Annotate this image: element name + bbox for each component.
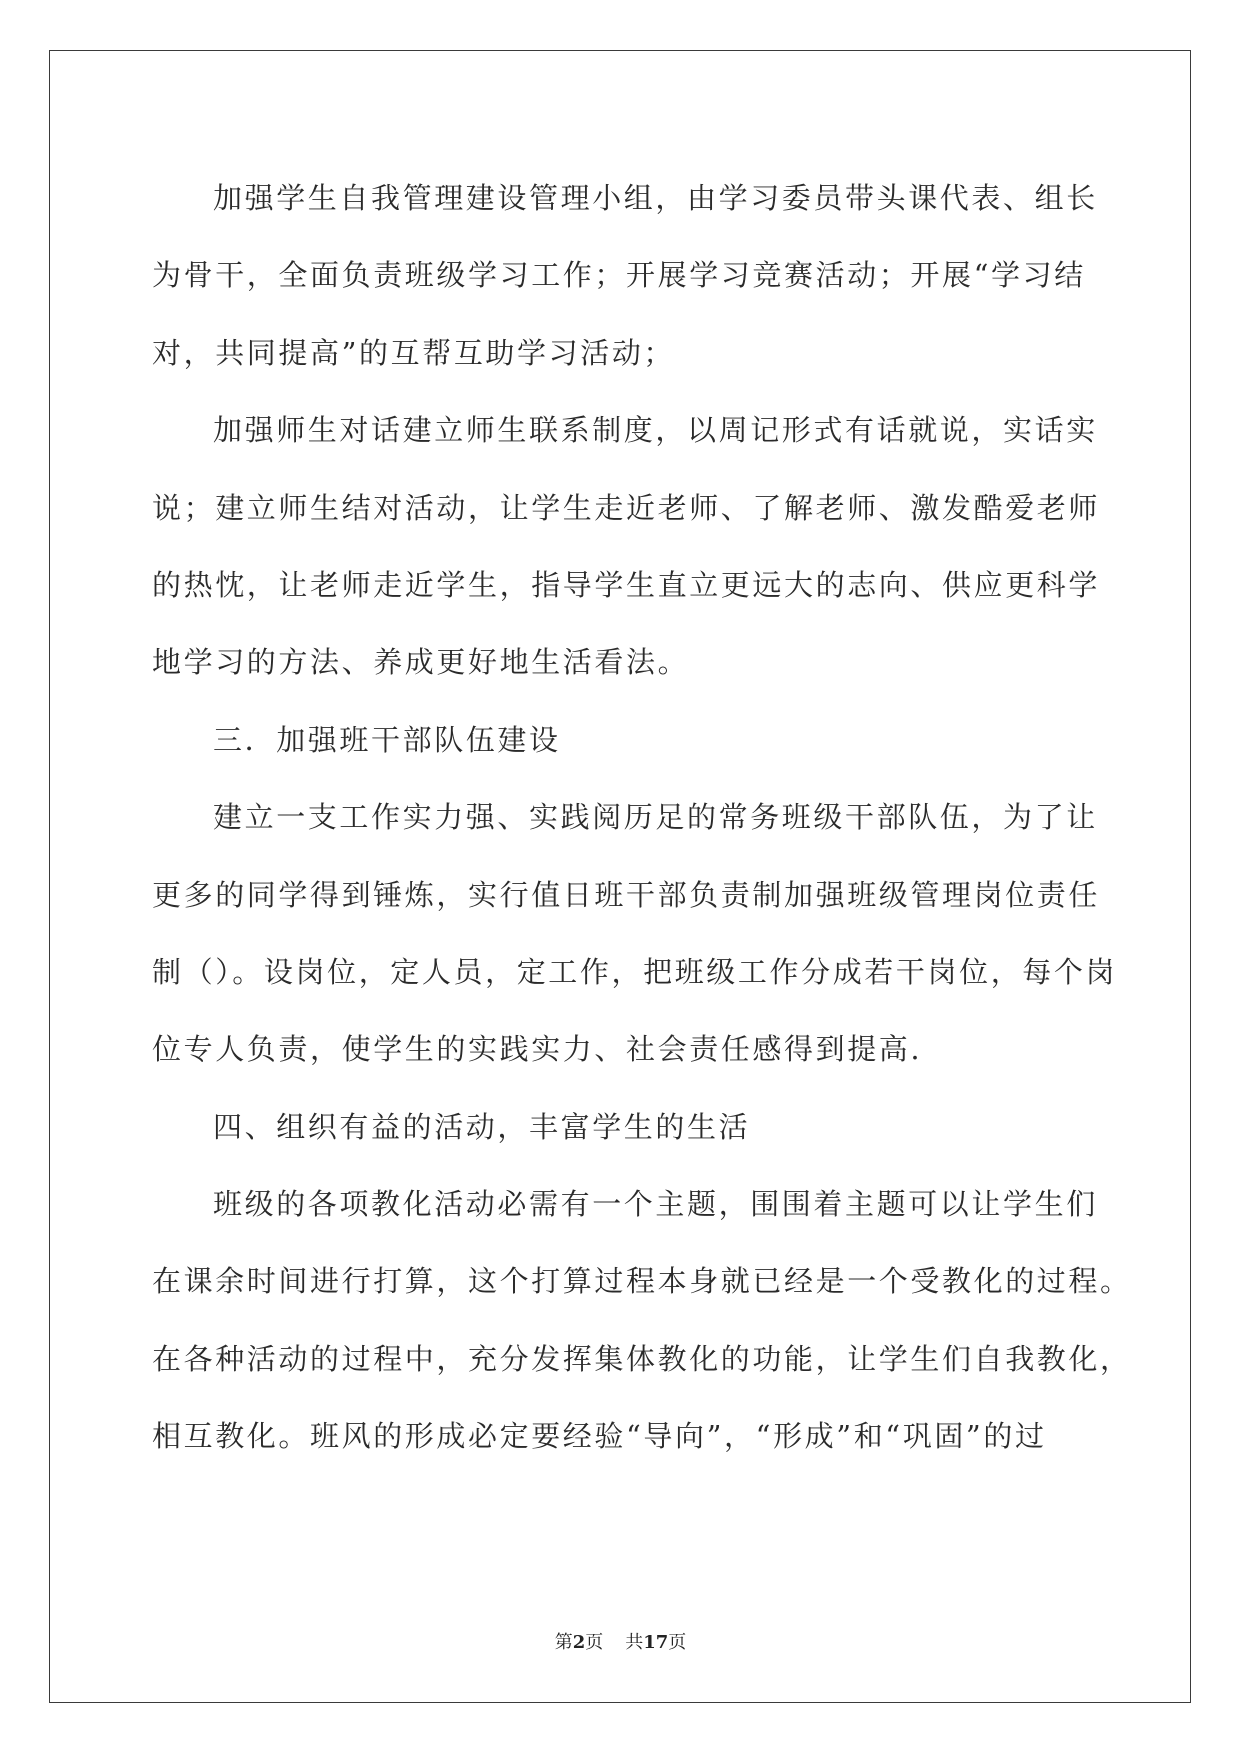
paragraph-line: 位专人负责，使学生的实践实力、社会责任感得到提高. — [152, 1032, 923, 1067]
paragraph-line: 加强学生自我管理建设管理小组，由学习委员带头课代表、组长 — [213, 181, 1098, 215]
paragraph-line: 对，共同提高”的互帮互助学习活动； — [152, 335, 676, 370]
total-prefix: 共 — [625, 1632, 644, 1653]
section-heading: 四、组织有益的活动，丰富学生的生活 — [213, 1109, 751, 1144]
page-prefix: 第 — [554, 1632, 573, 1653]
paragraph-line: 在课余时间进行打算，这个打算过程本身就已经是一个受教化的过程。 — [152, 1264, 1132, 1299]
page-number: 2 — [572, 1632, 586, 1653]
paragraph-line: 更多的同学得到锤炼，实行值日班干部负责制加强班级管理岗位责任 — [152, 877, 1101, 912]
paragraph-line: 地学习的方法、养成更好地生活看法。 — [152, 645, 690, 680]
total-unit: 页 — [668, 1632, 687, 1653]
paragraph-line: 说；建立师生结对活动，让学生走近老师、了解老师、激发酷爱老师 — [152, 490, 1101, 525]
paragraph-line: 为骨干，全面负责班级学习工作；开展学习竞赛活动；开展“学习结 — [152, 258, 1086, 293]
paragraph-line: 在各种活动的过程中，充分发挥集体教化的功能，让学生们自我教化， — [152, 1341, 1132, 1376]
paragraph-line: 相互教化。班风的形成必定要经验“导向”，“形成”和“巩固”的过 — [152, 1419, 1047, 1454]
page-footer — [0, 1628, 1241, 1654]
page-unit: 页 — [585, 1632, 604, 1653]
paragraph-line: 加强师生对话建立师生联系制度，以周记形式有话就说，实话实 — [213, 413, 1098, 448]
total-pages: 17 — [643, 1632, 669, 1653]
document-body — [152, 160, 1132, 1476]
paragraph-line: 班级的各项教化活动必需有一个主题，围围着主题可以让学生们 — [213, 1187, 1098, 1222]
section-heading: 三．加强班干部队伍建设 — [213, 722, 561, 757]
paragraph-line: 建立一支工作实力强、实践阅历足的常务班级干部队伍，为了让 — [213, 800, 1098, 835]
paragraph-line: 制（）。设岗位，定人员，定工作，把班级工作分成若干岗位，每个岗 — [152, 954, 1118, 989]
paragraph-line: 的热忱，让老师走近学生，指导学生直立更远大的志向、供应更科学 — [152, 567, 1101, 602]
